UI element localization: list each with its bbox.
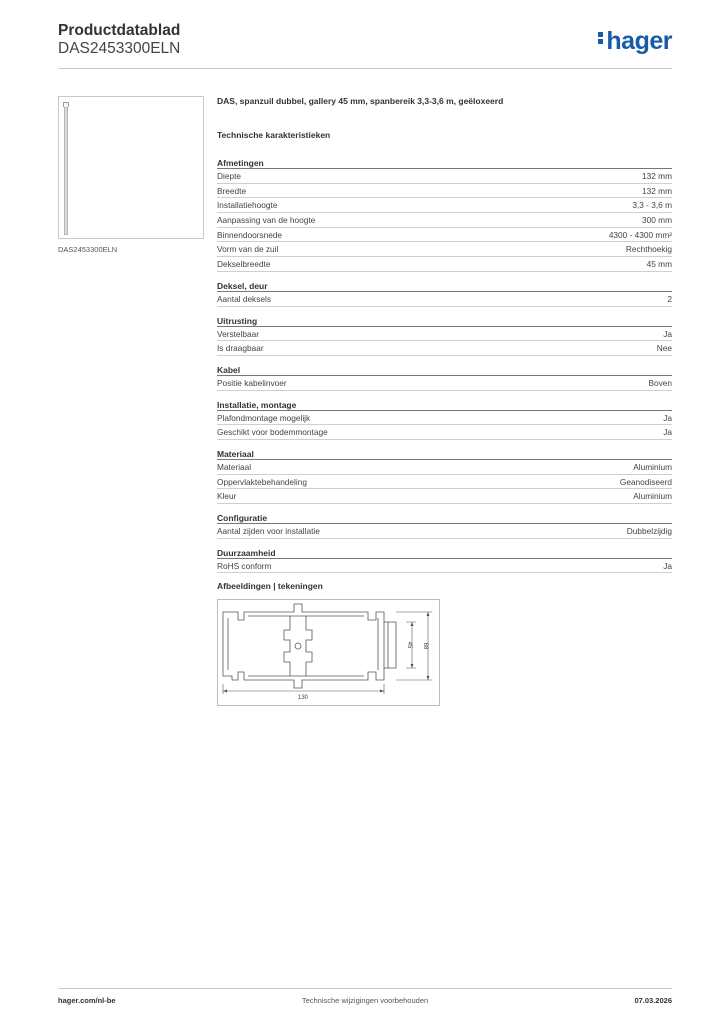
spec-value: Ja (663, 560, 672, 571)
spec-value: 4300 - 4300 mm² (608, 229, 672, 240)
section-title: Materiaal (217, 448, 672, 460)
spec-row (217, 475, 672, 490)
spec-label: RoHS conform (217, 560, 272, 571)
spec-row (217, 524, 672, 539)
spec-label: Kleur (217, 491, 237, 502)
spec-section (217, 364, 672, 391)
spec-value: 132 mm (642, 185, 672, 196)
spec-label: Materiaal (217, 461, 252, 472)
pole-image-icon (64, 107, 68, 235)
tech-heading: Technische karakteristieken (217, 130, 331, 140)
spec-label: Diepte (217, 171, 241, 181)
thumbnail-caption: DAS2453300ELN (58, 245, 118, 254)
dim-outer-label: 68 (422, 643, 428, 650)
spec-label: Vorm van de zuil (217, 244, 279, 255)
spec-value: 300 mm (642, 215, 672, 226)
spec-row (217, 257, 672, 272)
spec-value: Dubbelzijdig (626, 526, 672, 536)
technical-drawing (217, 599, 440, 706)
spec-row (217, 489, 672, 504)
spec-label: Verstelbaar (217, 328, 259, 339)
spec-row (217, 184, 672, 199)
spec-label: Oppervlaktebehandeling (217, 476, 307, 487)
spec-value: Aluminium (633, 491, 672, 502)
logo-dots-icon (598, 30, 604, 46)
spec-value: 45 mm (646, 259, 672, 270)
section-title: Uitrusting (217, 315, 672, 327)
spec-sections (217, 157, 672, 573)
images-heading: Afbeeldingen | tekeningen (217, 581, 323, 592)
section-title: Configuratie (217, 512, 672, 524)
section-title: Installatie, montage (217, 399, 672, 411)
header-divider (58, 68, 672, 69)
spec-value: Aluminium (633, 461, 672, 472)
spec-section (217, 547, 672, 574)
logo-text: hager (606, 27, 672, 55)
spec-section (217, 512, 672, 539)
spec-value: Nee (656, 343, 672, 354)
spec-label: Breedte (217, 185, 247, 196)
spec-row (217, 169, 672, 184)
footer-website-link[interactable]: hager.com/nl-be (58, 996, 116, 1005)
profile-drawing (218, 600, 441, 707)
spec-label: Aanpassing van de hoogte (217, 215, 316, 226)
spec-value: Boven (648, 377, 672, 388)
product-description: DAS, spanzuil dubbel, gallery 45 mm, spanbereik 3,3-3,6 m, geëloxeerd (217, 96, 504, 106)
spec-label: Geschikt voor bodemmontage (217, 427, 328, 438)
section-title: Duurzaamheid (217, 547, 672, 559)
footer-divider (58, 988, 672, 989)
section-title: Kabel (217, 364, 672, 376)
spec-label: Aantal deksels (217, 293, 271, 304)
spec-row (217, 213, 672, 228)
spec-label: Dekselbreedte (217, 259, 271, 270)
spec-section (217, 315, 672, 356)
spec-row (217, 341, 672, 356)
section-title: Afmetingen (217, 157, 672, 169)
spec-label: Aantal zijden voor installatie (217, 526, 320, 536)
footer-date: 07.03.2026 (634, 996, 672, 1005)
spec-row (217, 559, 672, 574)
spec-row (217, 292, 672, 307)
spec-label: Plafondmontage mogelijk (217, 412, 311, 423)
spec-label: Installatiehoogte (217, 200, 278, 211)
spec-value: Ja (663, 328, 672, 339)
spec-row (217, 411, 672, 426)
spec-value: 2 (667, 293, 672, 304)
hager-logo (598, 28, 672, 54)
spec-value: Ja (663, 412, 672, 423)
spec-row (217, 228, 672, 243)
spec-section (217, 399, 672, 440)
spec-section (217, 280, 672, 307)
spec-value: Geanodiseerd (619, 476, 672, 487)
spec-row (217, 376, 672, 391)
footer-disclaimer: Technische wijzigingen voorbehouden (301, 996, 429, 1005)
spec-value: 3,3 - 3,6 m (632, 200, 672, 211)
spec-value: 132 mm (642, 171, 672, 181)
product-thumbnail (58, 96, 204, 239)
spec-row (217, 327, 672, 342)
product-code: DAS2453300ELN (58, 40, 181, 57)
spec-row (217, 460, 672, 475)
page-footer (58, 996, 672, 1008)
spec-content (217, 96, 672, 706)
spec-row (217, 198, 672, 213)
spec-section (217, 448, 672, 504)
page-header (58, 22, 672, 68)
spec-row (217, 425, 672, 440)
dim-inner-label: 45 (406, 642, 412, 649)
spec-label: Binnendoorsnede (217, 229, 283, 240)
spec-value: Rechthoekig (625, 244, 672, 255)
spec-value: Ja (663, 427, 672, 438)
spec-label: Is draagbaar (217, 343, 264, 354)
spec-section (217, 157, 672, 272)
spec-row (217, 242, 672, 257)
document-title: Productdatablad (58, 22, 181, 39)
section-title: Deksel, deur (217, 280, 672, 292)
spec-label: Positie kabelinvoer (217, 377, 287, 388)
dim-width-label: 130 (297, 695, 309, 702)
